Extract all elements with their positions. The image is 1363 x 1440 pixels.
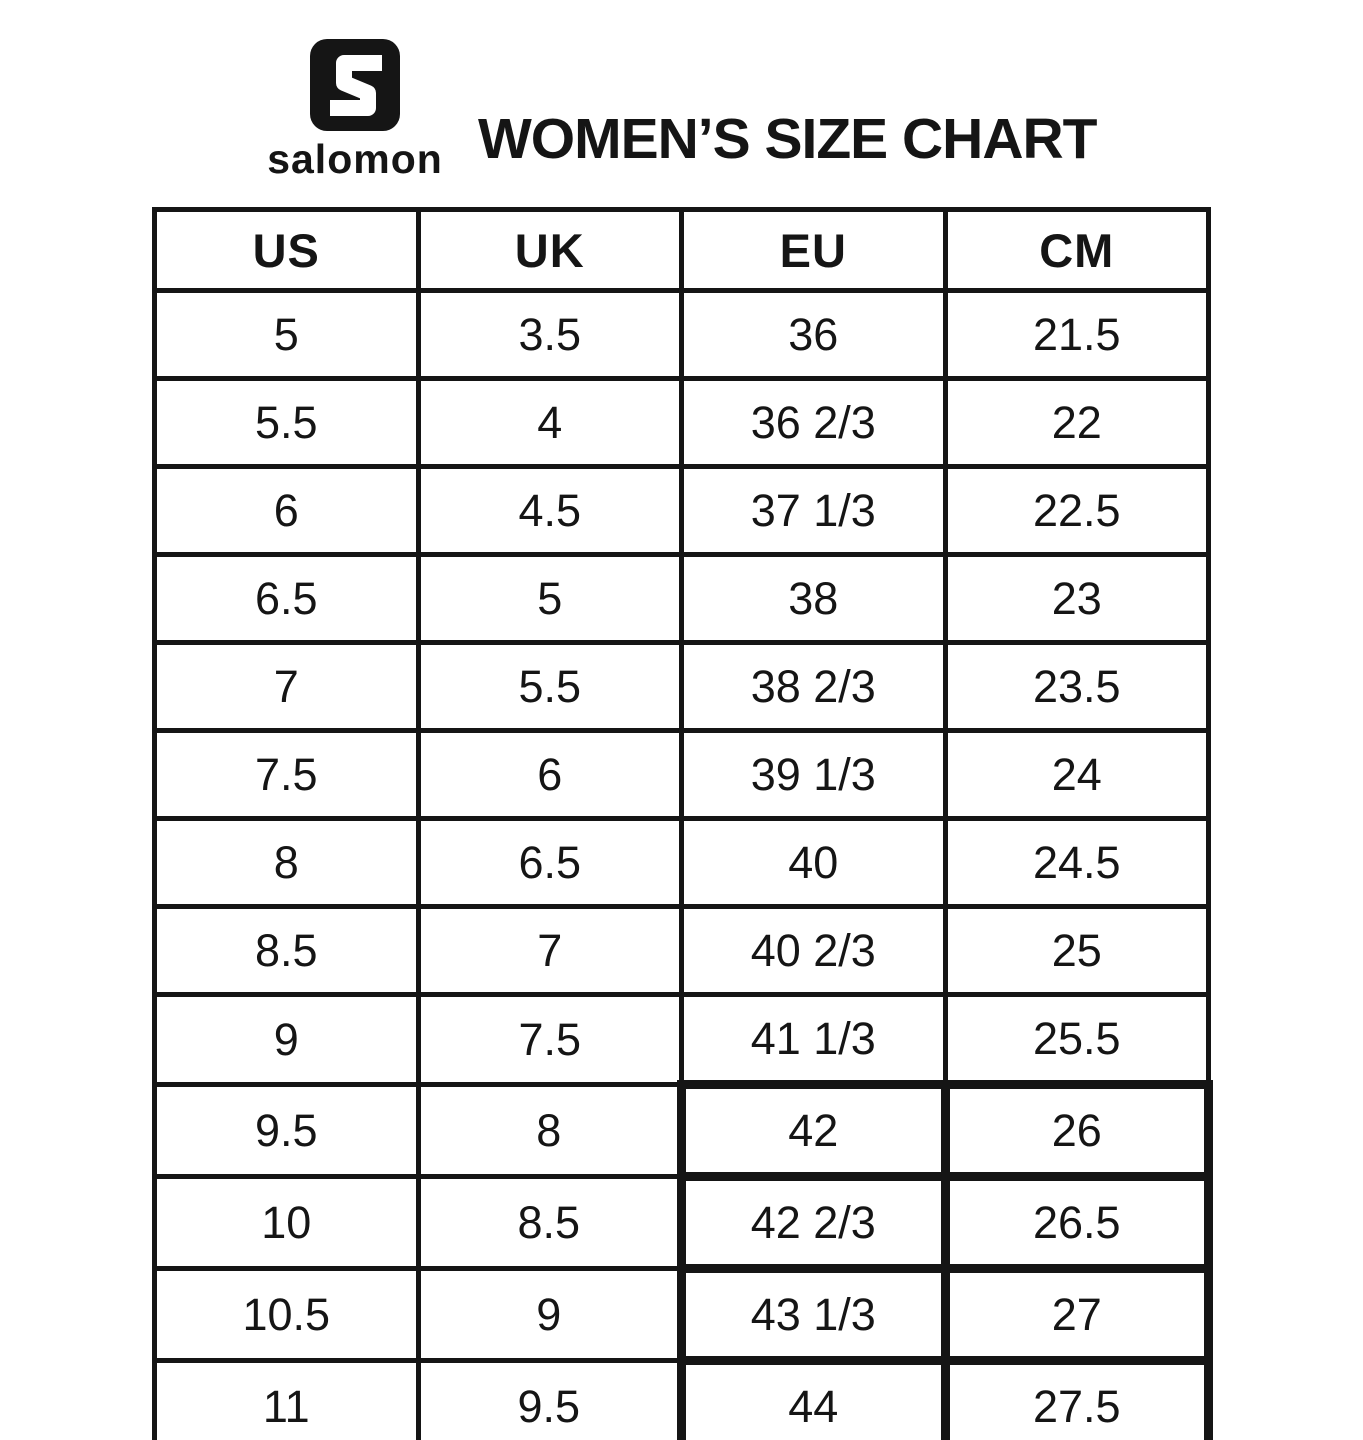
cell-cm: 23.5 [945,643,1209,731]
table-row [155,819,1209,907]
column-header-cm: CM [945,210,1209,291]
cell-eu: 40 [682,819,946,907]
table-row [155,1361,1209,1440]
cell-eu: 43 1/3 [682,1269,946,1361]
brand [250,38,460,180]
cell-eu: 38 [682,555,946,643]
cell-uk: 3.5 [418,291,682,379]
cell-cm: 22.5 [945,467,1209,555]
cell-cm: 26 [945,1085,1209,1177]
cell-eu: 41 1/3 [682,995,946,1085]
table-row [155,1269,1209,1361]
cell-uk: 5 [418,555,682,643]
column-header-uk: UK [418,210,682,291]
cell-us: 7 [155,643,419,731]
brand-wordmark: salomon [267,136,443,182]
cell-eu: 42 2/3 [682,1177,946,1269]
cell-us: 8.5 [155,907,419,995]
cell-uk: 9.5 [418,1361,682,1440]
cell-us: 11 [155,1361,419,1440]
cell-us: 7.5 [155,731,419,819]
cell-us: 10.5 [155,1269,419,1361]
cell-uk: 6.5 [418,819,682,907]
cell-cm: 27 [945,1269,1209,1361]
cell-uk: 8 [418,1085,682,1177]
cell-uk: 4.5 [418,467,682,555]
cell-cm: 25.5 [945,995,1209,1085]
cell-eu: 38 2/3 [682,643,946,731]
cell-us: 5 [155,291,419,379]
cell-cm: 25 [945,907,1209,995]
table-row [155,1177,1209,1269]
cell-eu: 42 [682,1085,946,1177]
cell-cm: 21.5 [945,291,1209,379]
cell-eu: 36 [682,291,946,379]
table-row [155,643,1209,731]
table-body [155,291,1209,1440]
table-row [155,291,1209,379]
cell-us: 10 [155,1177,419,1269]
salomon-s-logo-icon [309,38,401,132]
table-row [155,467,1209,555]
cell-cm: 24.5 [945,819,1209,907]
page-title: WOMEN’S SIZE CHART [478,107,1097,171]
cell-uk: 9 [418,1269,682,1361]
cell-cm: 24 [945,731,1209,819]
cell-us: 9.5 [155,1085,419,1177]
table-head [155,210,1209,291]
cell-us: 6.5 [155,555,419,643]
cell-uk: 7 [418,907,682,995]
cell-us: 8 [155,819,419,907]
cell-cm: 27.5 [945,1361,1209,1440]
table-row [155,995,1209,1085]
cell-uk: 7.5 [418,995,682,1085]
cell-eu: 36 2/3 [682,379,946,467]
cell-eu: 39 1/3 [682,731,946,819]
cell-us: 9 [155,995,419,1085]
column-header-us: US [155,210,419,291]
cell-uk: 6 [418,731,682,819]
cell-uk: 4 [418,379,682,467]
table-row [155,379,1209,467]
header-row [155,210,1209,291]
table-row [155,907,1209,995]
table-row [155,555,1209,643]
cell-uk: 5.5 [418,643,682,731]
size-chart-table [152,207,1213,1440]
cell-eu: 44 [682,1361,946,1440]
table-row [155,1085,1209,1177]
cell-eu: 40 2/3 [682,907,946,995]
cell-cm: 26.5 [945,1177,1209,1269]
table-row [155,731,1209,819]
column-header-eu: EU [682,210,946,291]
cell-cm: 22 [945,379,1209,467]
cell-us: 6 [155,467,419,555]
cell-eu: 37 1/3 [682,467,946,555]
cell-us: 5.5 [155,379,419,467]
cell-cm: 23 [945,555,1209,643]
cell-uk: 8.5 [418,1177,682,1269]
